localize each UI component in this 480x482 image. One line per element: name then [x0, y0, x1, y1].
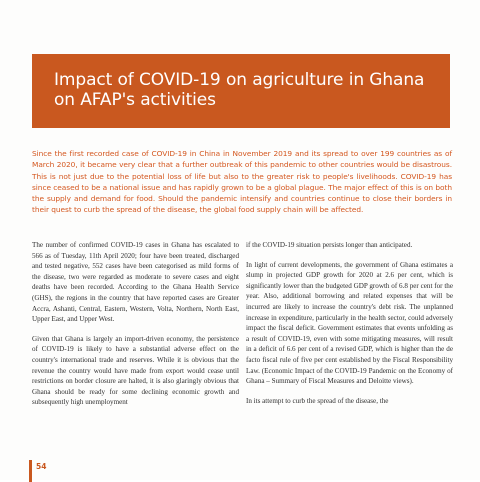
page-number: 54 — [36, 462, 47, 471]
right-paragraph-2: In light of current developments, the government of Ghana estimates a slump in projected GDP growth for 2020 at 2.6 per cent, which is significantly lower than the budgeted GDP growth of 6.8 per cent for the year. Also, additional borrowing and related expenses that will be incurred are likely to increase the country's debt risk. The unplanned increase in expenditure, particularly in the health sector, could adversely impact the fiscal deficit. Government estimates that events unfolding as a result of COVID-19, even with some mitigating measures, will result in a deficit of 6.6 per cent of a revised GDP, which is higher than the de facto fiscal rule of five per cent established by the Fiscal Responsibility Law. (Economic Impact of the COVID-19 Pandemic on the Economy of Ghana – Summary of Fiscal Measures and Deloitte views). — [246, 260, 453, 386]
right-paragraph-3: In its attempt to curb the spread of the disease, the — [246, 396, 389, 405]
intro-paragraph: Since the first recorded case of COVID-19 in China in November 2019 and its spread to over 199 countries as of March 2020, it became very clear that a further outbreak of this pandemic to other countries would be disastrous. This is not just due to the potential loss of life but also to the greater risk to people's livelihoods. COVID-19 has since ceased to be a national issue and has rapidly grown to be a global plague. The major effect of this is on both the supply and demand for food. Should the pandemic intensify and countries continue to close their borders in their quest to curb the spread of the disease, the global food supply chain will be affected. — [32, 149, 452, 215]
page-title — [54, 70, 440, 110]
title-banner — [32, 54, 450, 128]
page-title-line-1: Impact of COVID-19 on agriculture in Ghana — [54, 70, 425, 90]
right-paragraph-1: if the COVID-19 situation persists longer than anticipated. — [246, 241, 413, 249]
right-column — [246, 240, 453, 415]
left-paragraph-2: Given that Ghana is largely an import-driven economy, the persistence of COVID-19 is likely to have a substantial adverse effect on the country's international trade and reserves. While it is obvious that the revenue the country would have made from export would cease until restrictions on border closure are halted, it is also glaringly obvious that Ghana should be ready for some declining economic growth and subsequently high unemployment — [32, 334, 239, 407]
left-paragraph-1: The number of confirmed COVID-19 cases in Ghana has escalated to 566 as of Tuesday, 11th April 2020; four have been treated, discharged and tested negative, 552 cases have been categorised as mild forms of the disease, two were regarded as moderate to severe cases and eight deaths have been recorded. According to the Ghana Health Service (GHS), the regions in the country that have reported cases are Greater Accra, Ashanti, Central, Eastern, Western, Volta, Northern, North East, Upper East, and Upper West. — [32, 241, 239, 324]
page-title-line-2: on AFAP's activities — [54, 90, 216, 110]
footer-accent-bar — [29, 460, 32, 482]
left-column — [32, 240, 239, 417]
